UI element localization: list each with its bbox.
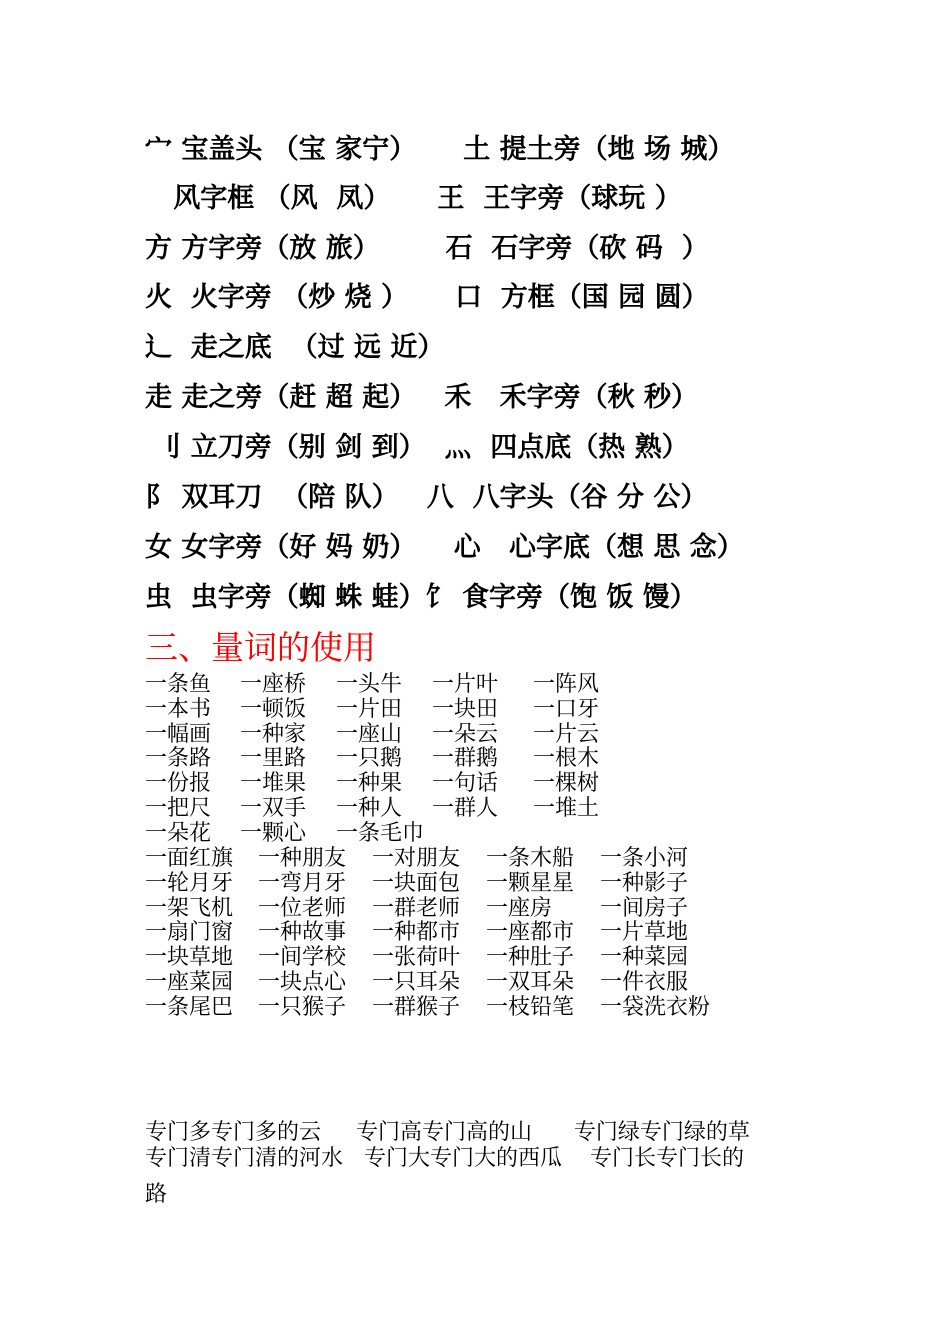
measure-word-item: 一本书 — [145, 696, 212, 722]
measure-word-item: 一把尺 — [145, 796, 212, 821]
measure-word-item: 一座都市 — [486, 920, 575, 946]
phrase-line-3: 路 — [145, 1182, 168, 1207]
radical-line-9: 女 女字旁（好 妈 奶） 心 心字底（想 思 念） — [145, 532, 744, 563]
measure-word-item: 一棵树 — [533, 771, 600, 797]
radical-line-8: 阝 双耳刀 （陪 队） 八 八字头（谷 分 公） — [145, 482, 708, 513]
measure-word-item: 一只耳朵 — [372, 970, 461, 995]
measure-word-item: 一种都市 — [372, 920, 461, 946]
measure-word-item: 一弯月牙 — [258, 870, 347, 896]
measure-word-item: 一种肚子 — [486, 945, 575, 971]
measure-word-item: 一群猴子 — [372, 994, 461, 1020]
radical-line-4: 火 火字旁 （炒 烧 ） 口 方框（国 园 圆） — [145, 282, 709, 313]
measure-word-item: 一片田 — [336, 696, 403, 722]
measure-word-item: 一位老师 — [258, 895, 347, 921]
section-title: 三、量词的使用 — [145, 628, 376, 667]
measure-word-item: 一座菜园 — [145, 970, 234, 995]
measure-word-item: 一架飞机 — [145, 895, 234, 921]
measure-word-item: 一种影子 — [600, 870, 689, 896]
measure-word-item: 一份报 — [145, 771, 212, 797]
measure-word-item: 一种故事 — [258, 920, 347, 946]
measure-word-item: 一条木船 — [486, 846, 575, 871]
measure-word-item: 一朵花 — [145, 820, 212, 846]
measure-word-item: 一阵风 — [533, 672, 600, 697]
measure-word-item: 一颗心 — [240, 820, 307, 846]
measure-word-item: 一座山 — [336, 721, 403, 747]
measure-word-item: 一根木 — [533, 746, 600, 772]
radical-line-5: 辶 走之底 （过 远 近） — [145, 332, 445, 363]
measure-word-item: 一间房子 — [600, 895, 689, 921]
measure-word-item: 一张荷叶 — [372, 945, 461, 971]
measure-word-item: 一间学校 — [258, 945, 347, 971]
measure-word-item: 一片云 — [533, 721, 600, 747]
measure-word-item: 一群鹅 — [432, 746, 499, 772]
measure-word-item: 一双手 — [240, 796, 307, 821]
measure-word-item: 一条小河 — [600, 846, 689, 871]
measure-word-item: 一块点心 — [258, 970, 347, 995]
phrase-line-1: 专门多专门多的云 专门高专门高的山 专门绿专门绿的草 — [145, 1120, 750, 1145]
measure-word-item: 一堆土 — [533, 796, 600, 821]
measure-word-item: 一堆果 — [240, 771, 307, 797]
phrase-line-2: 专门清专门清的河水 专门大专门大的西瓜 专门长专门长的 — [145, 1146, 744, 1171]
measure-word-item: 一片叶 — [432, 672, 499, 697]
measure-word-item: 一种菜园 — [600, 945, 689, 971]
measure-word-item: 一座房 — [486, 895, 553, 921]
measure-word-item: 一群人 — [432, 796, 499, 821]
measure-word-item: 一种果 — [336, 771, 403, 797]
radical-line-10: 虫 虫字旁（蜘 蛛 蛙）饣 食字旁（饱 饭 馒） — [145, 582, 697, 613]
measure-word-item: 一块田 — [432, 696, 499, 722]
radical-line-2: 风字框 （风 凤） 王 王字旁（球玩 ） — [145, 183, 682, 214]
radical-line-6: 走 走之旁（赶 超 起） 禾 禾字旁（秋 秒） — [145, 382, 698, 413]
radical-line-7: 刂 立刀旁（别 剑 到） 灬 四点底（热 熟） — [145, 432, 689, 463]
measure-word-item: 一袋洗衣粉 — [600, 994, 711, 1020]
measure-word-item: 一群老师 — [372, 895, 461, 921]
measure-word-item: 一头牛 — [336, 672, 403, 697]
measure-word-item: 一句话 — [432, 771, 499, 797]
measure-word-item: 一朵云 — [432, 721, 499, 747]
measure-word-item: 一面红旗 — [145, 846, 234, 871]
measure-word-item: 一种朋友 — [258, 846, 347, 871]
measure-word-item: 一条尾巴 — [145, 994, 234, 1020]
measure-word-item: 一种人 — [336, 796, 403, 821]
radical-line-3: 方 方字旁（放 旅） 石 石字旁（砍 码 ） — [145, 233, 709, 264]
measure-word-item: 一轮月牙 — [145, 870, 234, 896]
measure-word-item: 一顿饭 — [240, 696, 307, 722]
measure-word-item: 一座桥 — [240, 672, 307, 697]
measure-word-item: 一口牙 — [533, 696, 600, 722]
measure-word-item: 一件衣服 — [600, 970, 689, 995]
measure-word-item: 一只猴子 — [258, 994, 347, 1020]
measure-word-item: 一条路 — [145, 746, 212, 772]
measure-word-item: 一双耳朵 — [486, 970, 575, 995]
measure-word-item: 一里路 — [240, 746, 307, 772]
measure-word-item: 一种家 — [240, 721, 307, 747]
measure-word-item: 一颗星星 — [486, 870, 575, 896]
measure-word-item: 一片草地 — [600, 920, 689, 946]
measure-word-item: 一块草地 — [145, 945, 234, 971]
measure-word-item: 一只鹅 — [336, 746, 403, 772]
measure-word-item: 一条毛巾 — [336, 820, 425, 846]
measure-word-item: 一对朋友 — [372, 846, 461, 871]
measure-word-item: 一枝铅笔 — [486, 994, 575, 1020]
measure-word-item: 一条鱼 — [145, 672, 212, 697]
measure-word-item: 一幅画 — [145, 721, 212, 747]
measure-word-item: 一块面包 — [372, 870, 461, 896]
radical-line-1: 宀 宝盖头 （宝 家宁） 土 提土旁（地 场 城） — [145, 134, 735, 165]
measure-word-item: 一扇门窗 — [145, 920, 234, 946]
